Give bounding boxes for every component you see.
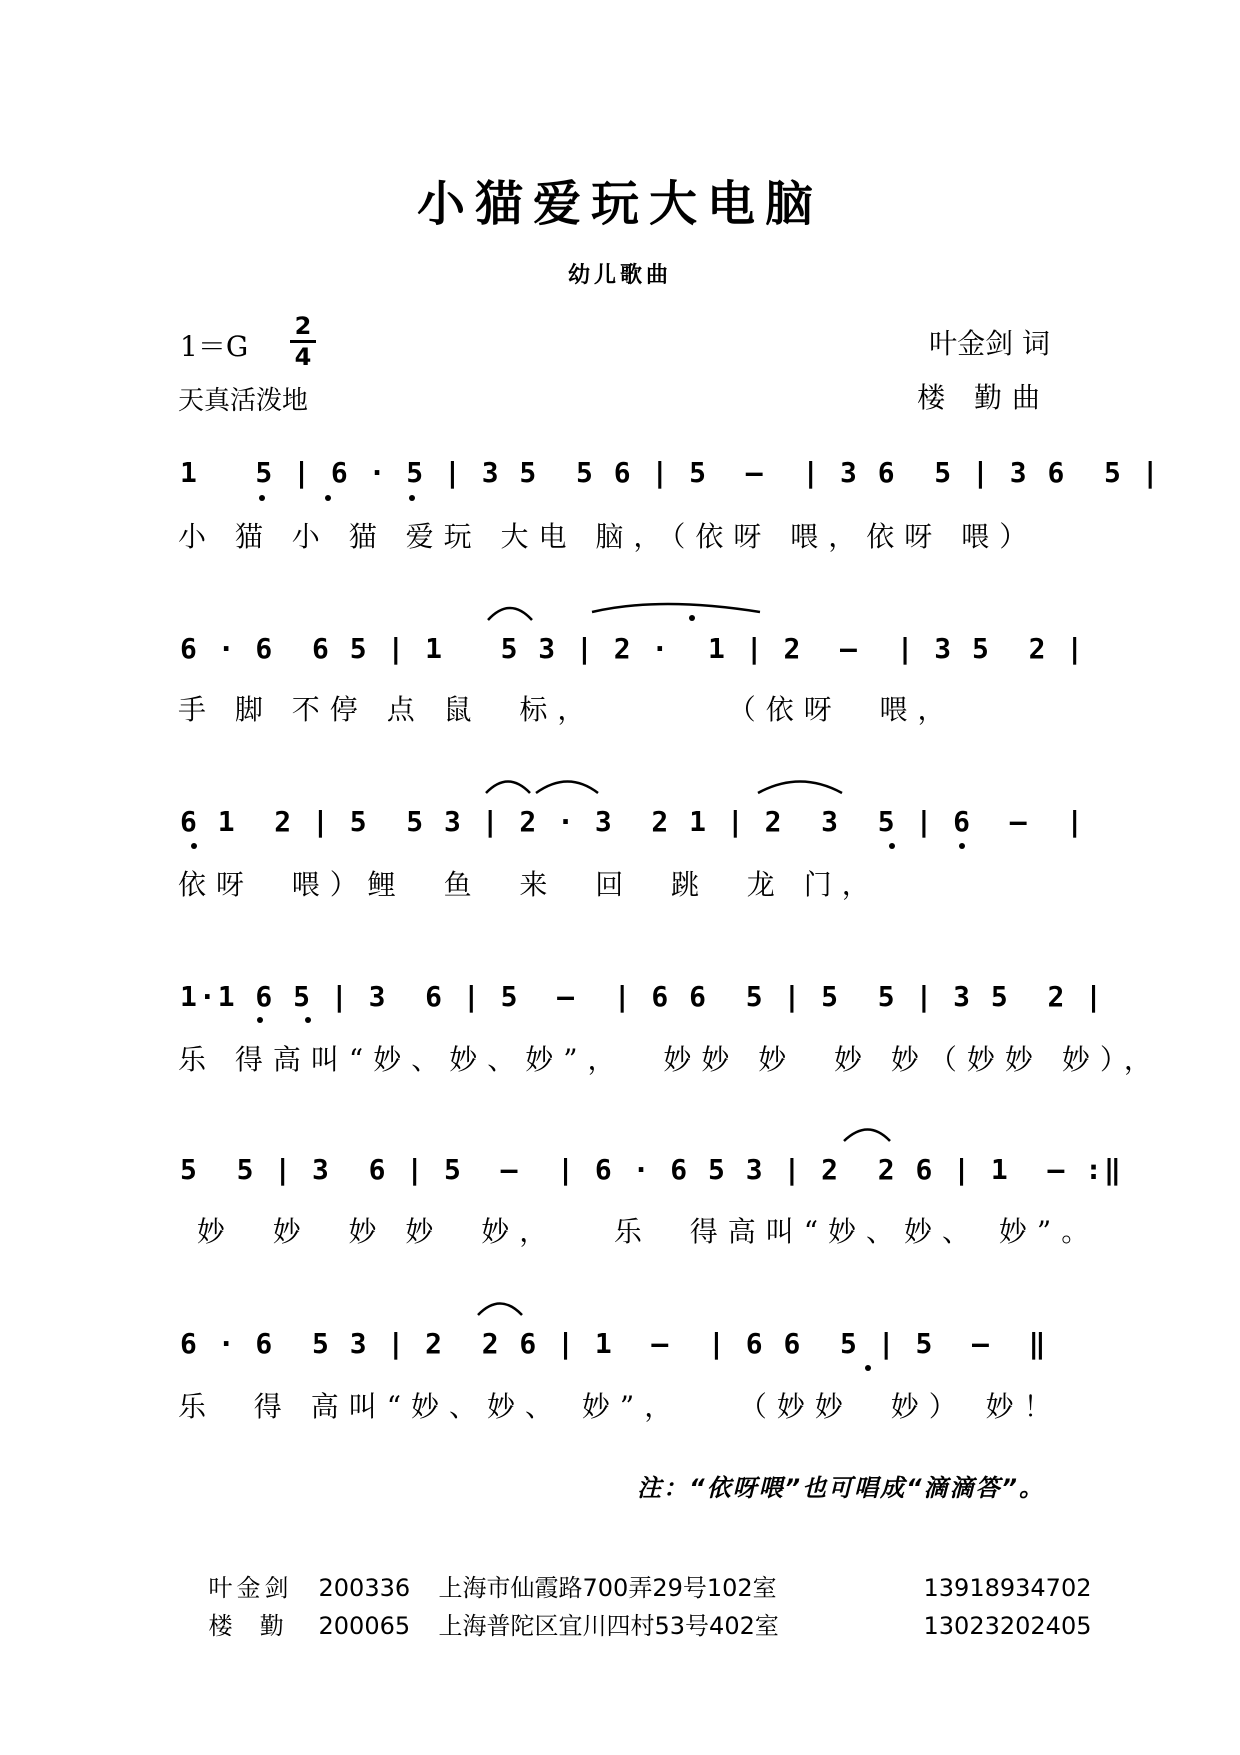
contact-row [178, 1540, 1104, 1602]
low-octave-dot [191, 843, 197, 849]
low-octave-dot [259, 495, 265, 501]
slur-arc [758, 782, 842, 794]
slur-arc [478, 1304, 522, 1316]
lyrics-line-5: 妙 妙 妙 妙 妙， 乐 得高叫“妙、妙、 妙”。 [178, 1215, 1100, 1248]
slur-arc [592, 604, 760, 612]
low-octave-dot [325, 495, 331, 501]
lyricist-credit: 叶金剑 词 [929, 327, 1050, 360]
lyrics-line-1: 小 猫 小 猫 爱玩 大电 脑，（依呀 喂，依呀 喂） [178, 520, 1038, 553]
contact-zip: 200336 [318, 1574, 411, 1602]
contact-name: 楼 勤 [208, 1612, 288, 1640]
notation-line-6: 6 · 6 5 3 | 2 2 6 | 1 – | 6 6 5 | 5 – ‖ [180, 1327, 1048, 1360]
slur-arc [844, 1130, 890, 1142]
contact-list [178, 1540, 1104, 1640]
lyrics-line-4: 乐 得高叫“妙、妙、妙”， 妙妙 妙 妙 妙（妙妙 妙）， [178, 1043, 1162, 1076]
high-octave-dot [689, 615, 695, 621]
low-octave-dot [959, 843, 965, 849]
song-title: 小猫爱玩大电脑 [416, 176, 823, 232]
slur-arc [488, 608, 532, 620]
low-octave-dot [305, 1017, 311, 1023]
song-subtitle: 幼儿歌曲 [567, 263, 672, 288]
notation-line-3: 6 1 2 | 5 5 3 | 2 · 3 2 1 | 2 3 5 | 6 – | [180, 805, 1086, 838]
composer-credit: 楼 勤曲 [917, 381, 1050, 414]
slur-arc [536, 782, 598, 794]
footnote-remark: 注：“依呀喂”也可唱成“滴滴答”。 [637, 1474, 1045, 1502]
low-octave-dot [889, 843, 895, 849]
lyrics-line-6: 乐 得 高叫“妙、妙、 妙”， （妙妙 妙） 妙！ [178, 1390, 1062, 1423]
contact-phone: 13023202405 [923, 1612, 1092, 1640]
contact-phone: 13918934702 [923, 1574, 1092, 1602]
low-octave-dot [409, 495, 415, 501]
low-octave-dot [257, 1017, 263, 1023]
contact-name: 叶金剑 [208, 1574, 293, 1602]
key-signature: 1＝G [180, 330, 249, 363]
time-signature-bottom: 4 [294, 343, 312, 371]
contact-address: 上海市仙霞路700弄29号102室 [438, 1574, 777, 1602]
notation-line-1: 1 5 | 6 · 5 | 3 5 5 6 | 5 – | 3 6 5 | 3 6 5 | [180, 456, 1161, 489]
lyrics-line-2: 手 脚 不停 点 鼠 标， （依呀 喂， [178, 693, 956, 726]
contact-address: 上海普陀区宜川四村53号402室 [438, 1612, 779, 1640]
time-signature-top: 2 [290, 312, 316, 343]
notation-line-5: 5 5 | 3 6 | 5 – | 6 · 6 5 3 | 2 2 6 | 1 – :‖ [180, 1153, 1123, 1186]
slur-arc [486, 782, 530, 794]
notation-line-4: 1·1 6 5 | 3 6 | 5 – | 6 6 5 | 5 5 | 3 5 2 | [180, 980, 1105, 1013]
low-octave-dot [865, 1365, 871, 1371]
contact-zip: 200065 [318, 1612, 411, 1640]
notation-line-2: 6 · 6 6 5 | 1 5 3 | 2 · 1 | 2 – | 3 5 2 | [180, 632, 1086, 665]
tempo-marking: 天真活泼地 [178, 386, 309, 416]
lyrics-line-3: 依呀 喂）鲤 鱼 来 回 跳 龙 门， [178, 868, 880, 901]
